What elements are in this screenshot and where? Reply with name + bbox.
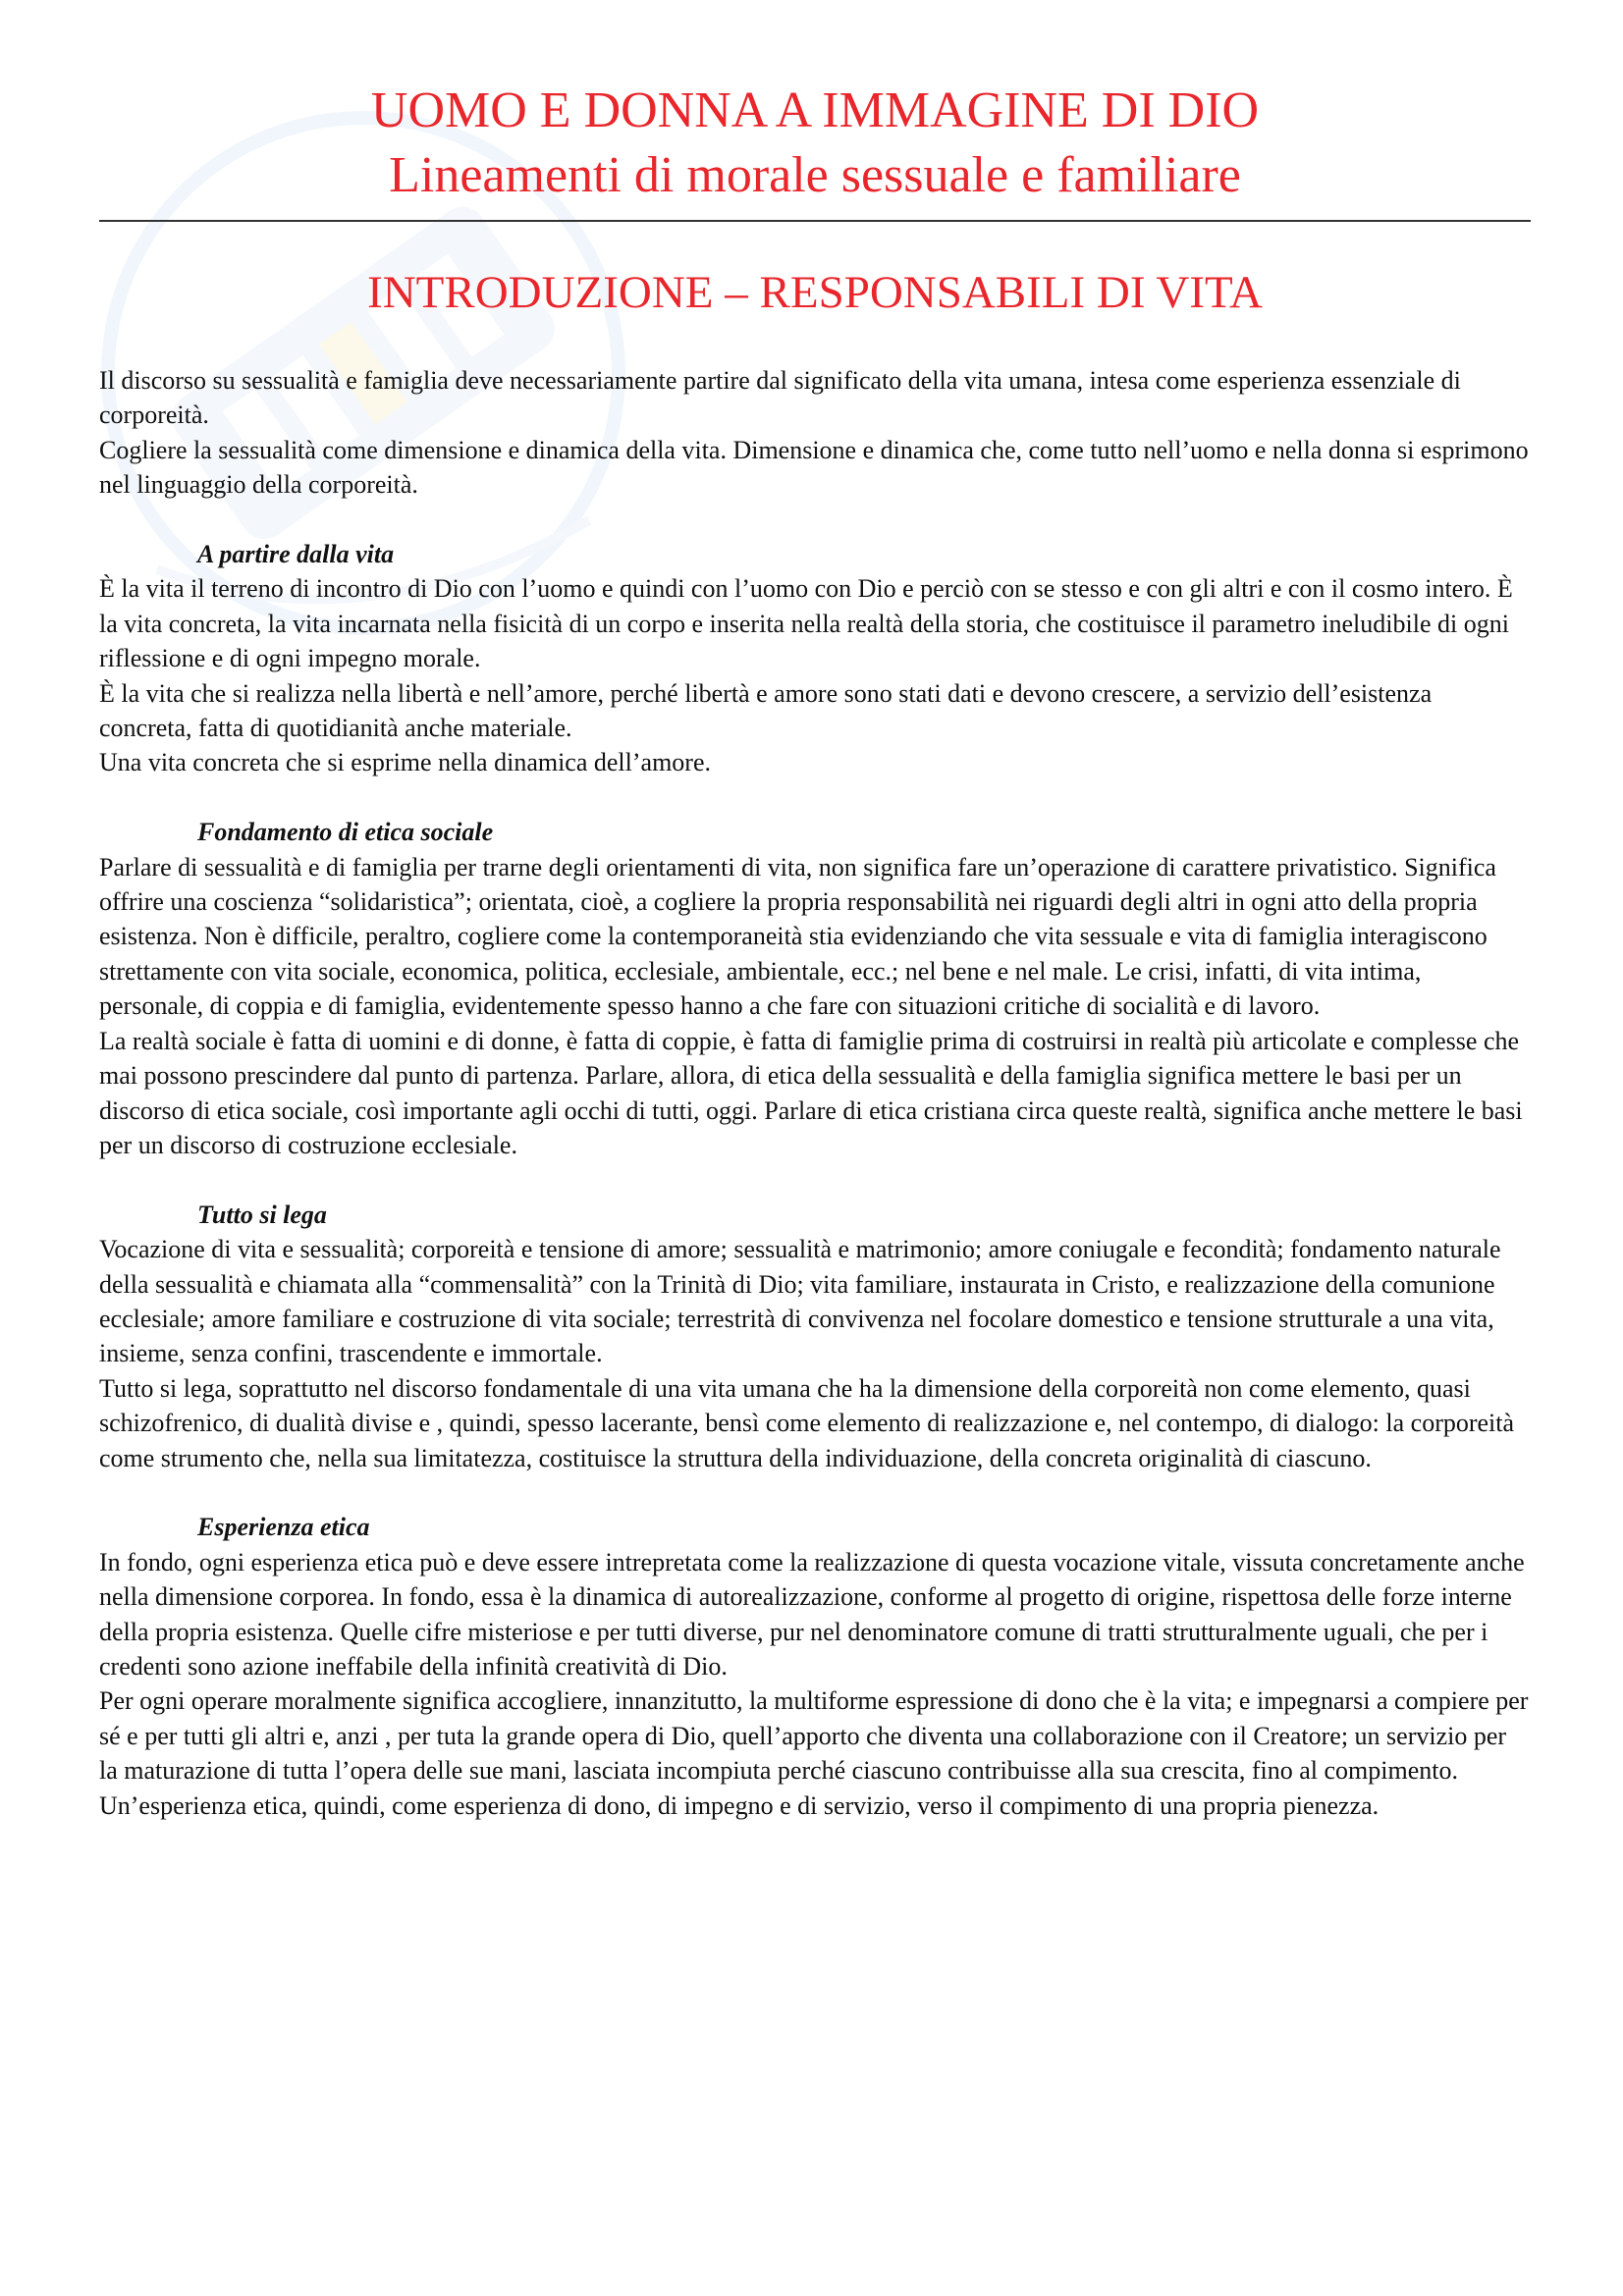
title-divider — [99, 220, 1531, 222]
paragraph: Vocazione di vita e sessualità; corporeità e tensione di amore; sessualità e matrimonio; amore coniugale e fecondità; fondamento naturale della sessualità e chiamata alla “commensalità” con la Trinità di Dio; vita familiare, instaurata in Cristo, e realizzazione della comunione ecclesiale; amore familiare e costruzione di vita sociale; terrestrità di convivenza nel focolare domestico e tensione strutturale a una vita, insieme, senza confini, trascendente e immortale. — [99, 1235, 1501, 1368]
subsection-heading: Tutto si lega — [197, 1200, 327, 1229]
subsection-heading: Esperienza etica — [197, 1513, 370, 1542]
paragraph: Per ogni operare moralmente significa accogliere, innanzitutto, la multiforme espressione di dono che è la vita; e impegnarsi a compiere per sé e per tutti gli altri e, anzi , per tuta la grande opera di Dio, quell’apporto che diventa una collaborazione con il Creatore; un servizio per la maturazione di tutta l’opera delle sue mani, lasciata incompiuta perché ciascuno contribuisse alla sua crescita, fino al compimento. — [99, 1686, 1529, 1786]
document-title: UOMO E DONNA A IMMAGINE DI DIO — [370, 82, 1260, 138]
section-tutto-si-lega — [99, 1198, 1531, 1475]
intro-block — [99, 363, 1531, 503]
paragraph: Tutto si lega, soprattutto nel discorso fondamentale di una vita umana che ha la dimensione della corporeità non come elemento, quasi schizofrenico, di dualità divise e , quindi, spesso lacerante, bensì come elemento di realizzazione e, nel contempo, di dialogo: la corporeità come strumento che, nella sua limitatezza, costituisce la struttura della individuazione, della concreta originalità di ciascuno. — [99, 1373, 1515, 1472]
subsection-heading: A partire dalla vita — [197, 540, 395, 569]
document-page — [99, 79, 1531, 1857]
paragraph: La realtà sociale è fatta di uomini e di donne, è fatta di coppie, è fatta di famiglie prima di costruirsi in realtà più articolate e complesse che mai possono prescindere dal punto di partenza. Parlare, allora, di etica della sessualità e della famiglia significa mettere le basi per un discorso di etica sociale, così importante agli occhi di tutti, oggi. Parlare di etica cristiana circa queste realtà, significa anche mettere le basi per un discorso di costruzione ecclesiale. — [99, 1026, 1523, 1159]
subsection-heading: Fondamento di etica sociale — [197, 818, 494, 847]
paragraph: In fondo, ogni esperienza etica può e deve essere intrepretata come la realizzazione di questa vocazione vitale, vissuta concretamente anche nella dimensione corporea. In fondo, essa è la dinamica di autorealizzazione, conforme al progetto di origine, rispettosa delle forze interne della propria esistenza. Quelle cifre misteriose e per tutti diverse, pur nel denominatore comune di tratti strutturalmente uguali, che per i credenti sono azione ineffabile della infinità creatività di Dio. — [99, 1547, 1525, 1681]
section-esperienza-etica — [99, 1510, 1531, 1823]
paragraph: Cogliere la sessualità come dimensione e dinamica della vita. Dimensione e dinamica che, come tutto nell’uomo e nella donna si esprimono nel linguaggio della corporeità. — [99, 435, 1529, 500]
section-a-partire-dalla-vita — [99, 537, 1531, 780]
paragraph: Una vita concreta che si esprime nella dinamica dell’amore. — [99, 748, 711, 777]
paragraph: È la vita che si realizza nella libertà e nell’amore, perché libertà e amore sono stati dati e devono crescere, a servizio dell’esistenza concreta, fatta di quotidianità anche materiale. — [99, 678, 1433, 743]
paragraph: Parlare di sessualità e di famiglia per trarne degli orientamenti di vita, non significa fare un’operazione di carattere privatistico. Significa offrire una coscienza “solidaristica”; orientata, cioè, a cogliere la propria responsabilità nei riguardi degli altri in ogni atto della propria esistenza. Non è difficile, peraltro, cogliere come la contemporaneità stia evidenziando che vita sessuale e vita di famiglia interagiscono strettamente con vita sociale, economica, politica, ecclesiale, ambientale, ecc.; nel bene e nel male. Le crisi, infatti, di vita intima, personale, di coppia e di famiglia, evidentemente spesso hanno a che fare con situazioni critiche di socialità e di lavoro. — [99, 852, 1496, 1021]
paragraph: Il discorso su sessualità e famiglia deve necessariamente partire dal significato della vita umana, intesa come esperienza essenziale di corporeità. — [99, 366, 1461, 430]
document-subtitle: Lineamenti di morale sessuale e familiare — [389, 147, 1241, 203]
section-title: INTRODUZIONE – RESPONSABILI DI VITA — [367, 267, 1263, 318]
section-fondamento-di-etica-sociale — [99, 815, 1531, 1162]
paragraph: È la vita il terreno di incontro di Dio con l’uomo e quindi con l’uomo con Dio e perciò con se stesso e con gli altri e con il cosmo intero. È la vita concreta, la vita incarnata nella fisicità di un corpo e inserita nella realtà della storia, che costituisce il parametro ineludibile di ogni riflessione e di ogni impegno morale. — [99, 574, 1513, 673]
paragraph: Un’esperienza etica, quindi, come esperienza di dono, di impegno e di servizio, verso il compimento di una propria pienezza. — [99, 1790, 1380, 1820]
